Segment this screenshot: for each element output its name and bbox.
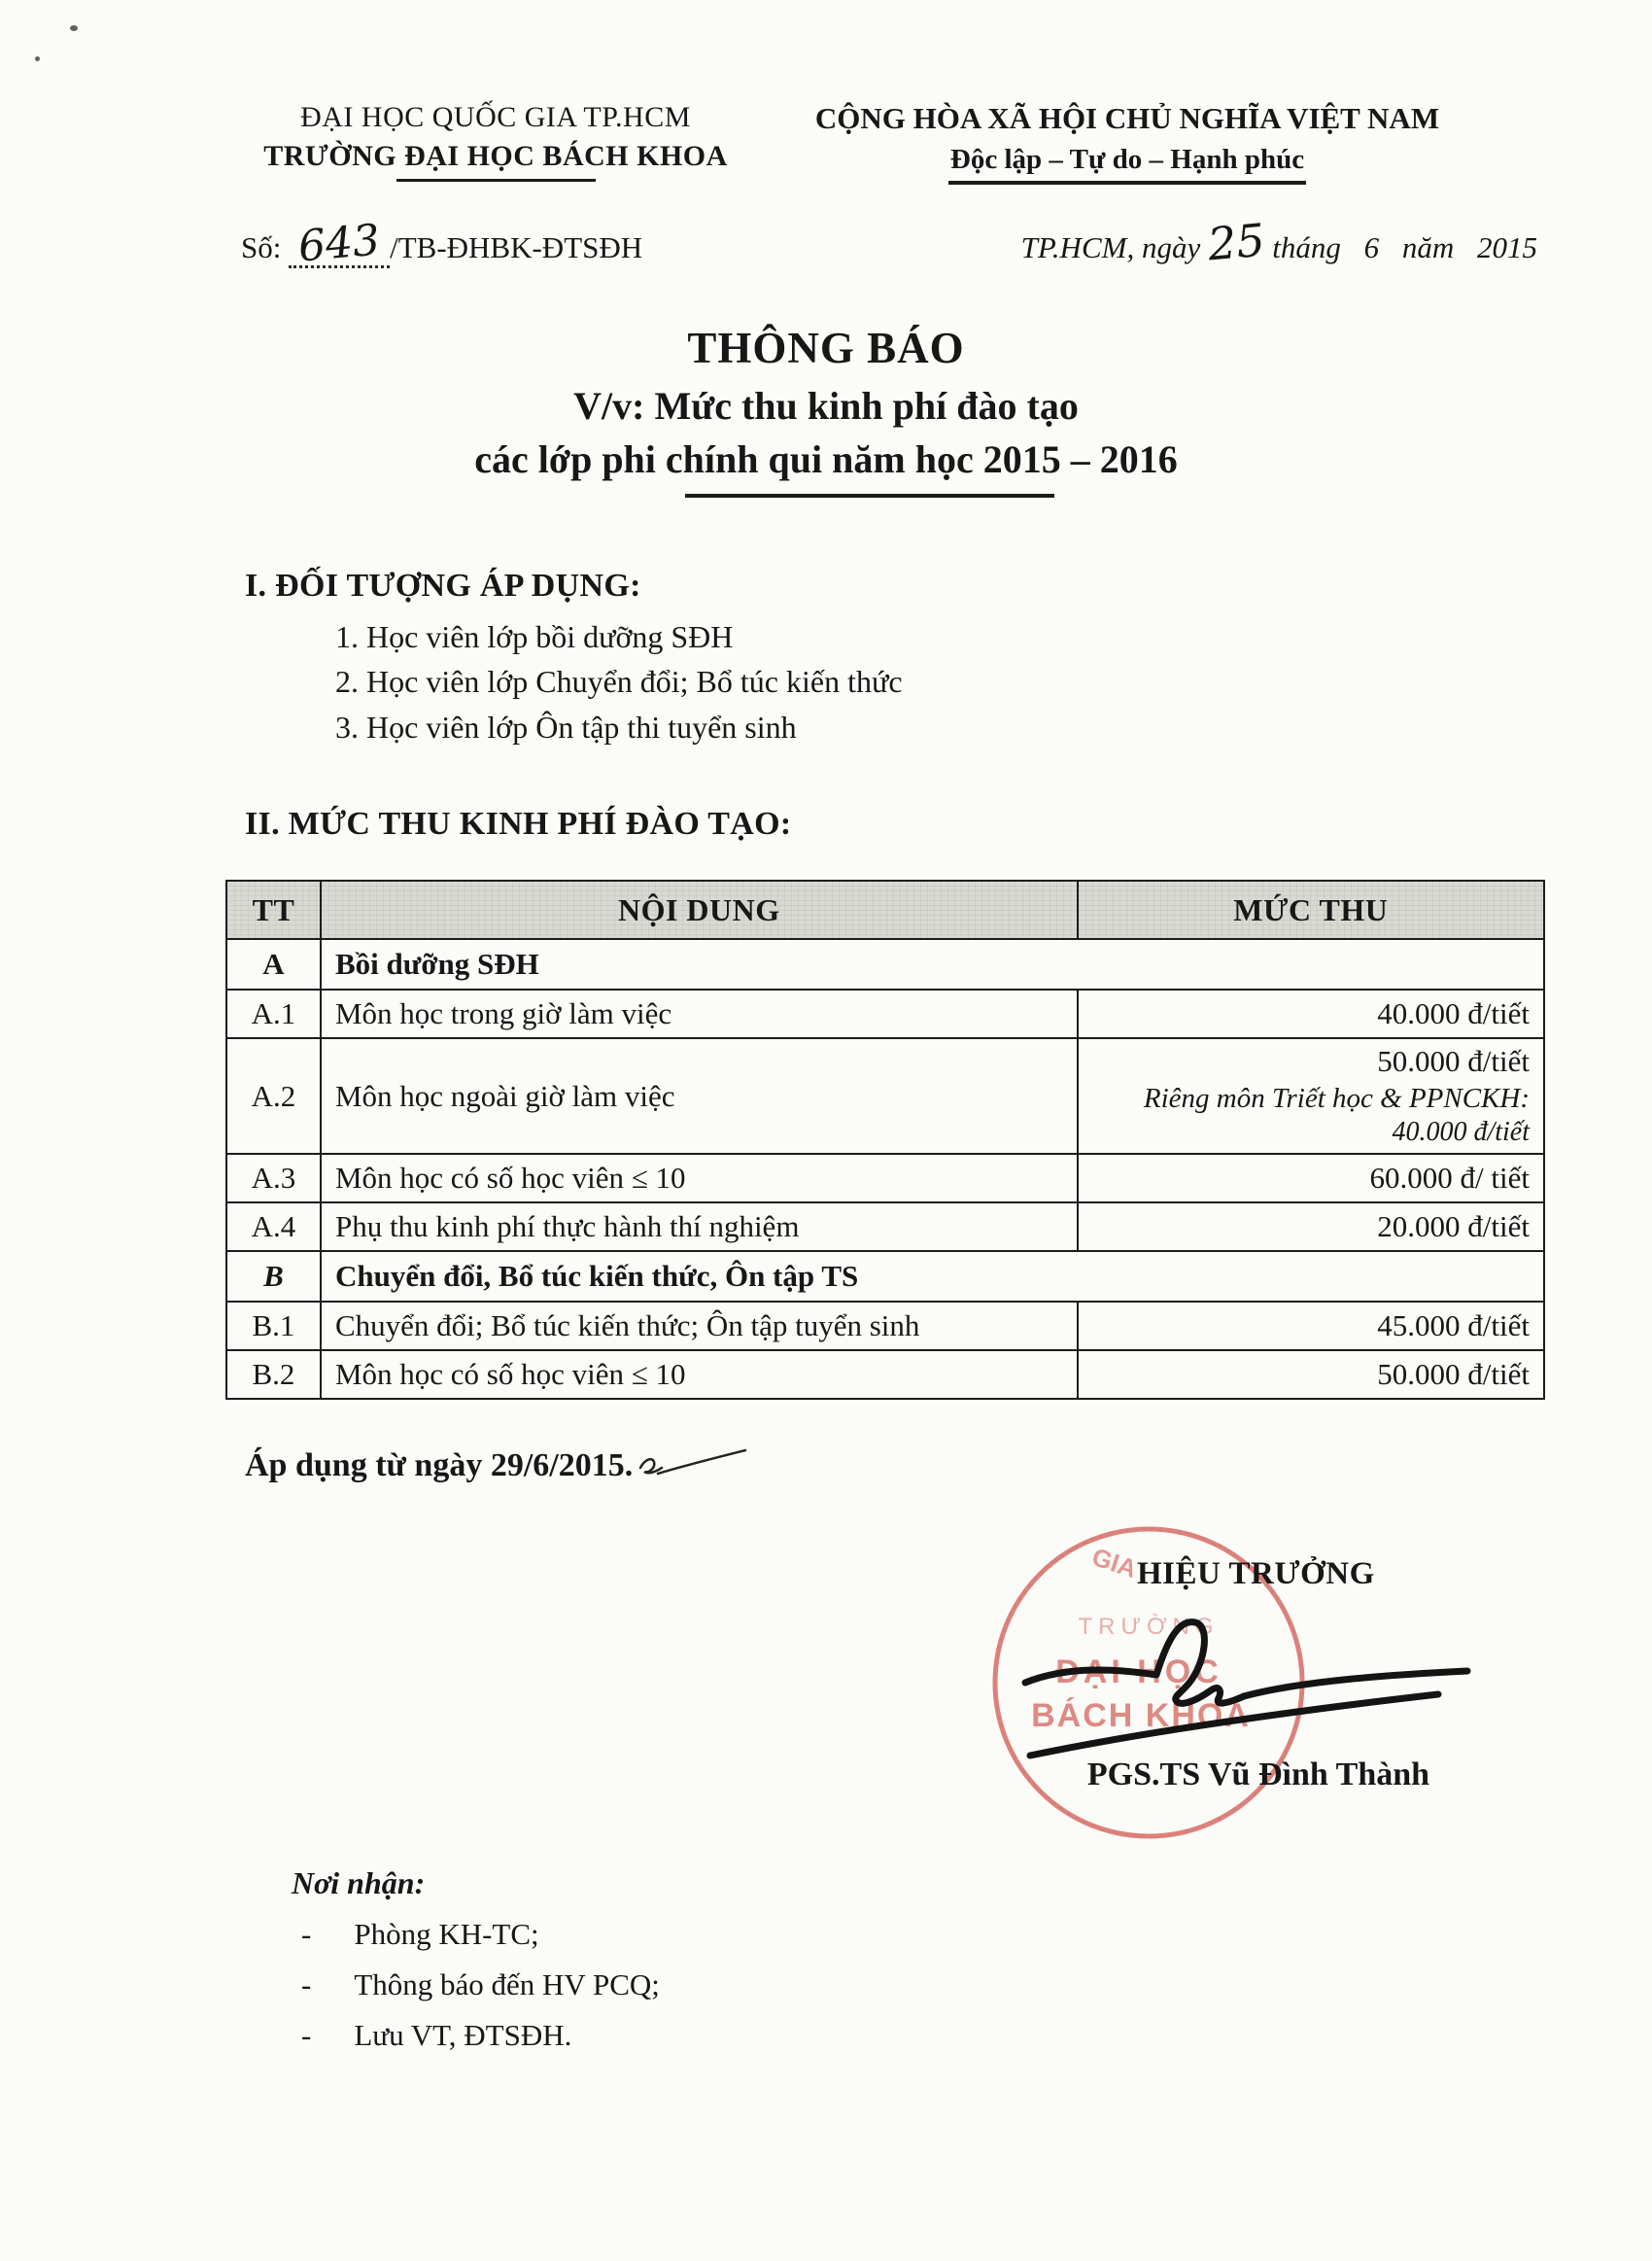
signer-name: PGS.TS Vũ Đình Thành [1086,1757,1430,1793]
column-header-noidung: NỘI DUNG [321,881,1078,939]
recipient-bullet: - [301,1917,312,1952]
column-header-tt: TT [226,881,321,939]
title-underline [685,494,1054,498]
recipient-text: Phòng KH-TC; [354,1917,539,1952]
table-row [226,990,1544,1038]
stamp-text-line2: ĐẠI HỌC [1055,1653,1222,1691]
issuing-org-block [185,101,807,185]
document-title-block [0,323,1652,498]
national-title: CỘNG HÒA XÃ HỘI CHỦ NGHĨA VIỆT NAM [814,101,1440,135]
handwritten-initial-mark [635,1443,751,1481]
stamp-text-line1: TRƯỜNG [1078,1614,1220,1641]
table-cell-tt: A.1 [226,990,321,1038]
reference-row [0,213,1652,272]
parent-org-name: ĐẠI HỌC QUỐC GIA TP.HCM [300,101,691,133]
stamp-arc-text: GIA [1088,1542,1141,1584]
section1-list [335,614,1652,749]
letterhead [0,0,1652,185]
table-row [226,1251,1544,1302]
table-cell-tt: A.3 [226,1154,321,1202]
document-title: THÔNG BÁO [687,324,965,372]
fee-note-value: 40.000 đ/tiết [1392,1117,1530,1148]
table-cell-tt: B.1 [226,1302,321,1350]
national-motto-block [807,101,1448,185]
recipient-item [292,1967,1652,2002]
table-cell-mucthu: 20.000 đ/tiết [1078,1202,1544,1251]
recipient-item [292,2018,1652,2053]
table-cell-tt: B [226,1251,321,1302]
effective-date-line [245,1443,1652,1484]
fee-table [225,880,1545,1400]
section2-heading: II. MỨC THU KINH PHÍ ĐÀO TẠO: [245,806,792,843]
list-item: 3. Học viên lớp Ôn tập thi tuyển sinh [335,709,797,745]
recipient-text: Lưu VT, ĐTSĐH. [354,2018,572,2053]
table-cell-noidung: Môn học có số học viên ≤ 10 [321,1154,1078,1202]
table-row [226,1302,1544,1350]
org-name: TRƯỜNG ĐẠI HỌC BÁCH KHOA [263,140,728,172]
table-cell-tt: A.2 [226,1038,321,1154]
table-cell-noidung: Phụ thu kinh phí thực hành thí nghiệm [321,1202,1078,1251]
recipients-block [292,1865,1652,2053]
table-cell-group-title: Chuyển đổi, Bổ túc kiến thức, Ôn tập TS [321,1251,1544,1302]
table-cell-mucthu: 40.000 đ/tiết [1078,990,1544,1038]
document-number-suffix: /TB-ĐHBK-ĐTSĐH [390,230,643,264]
document-number-handwritten: 643 [296,215,383,272]
table-cell-mucthu: 60.000 đ/ tiết [1078,1154,1544,1202]
recipient-bullet: - [301,2018,312,2053]
table-cell-tt: A.4 [226,1202,321,1251]
document-number-dotted-field [289,215,390,272]
issue-date-rest: tháng 6 năm 2015 [1272,230,1537,264]
recipient-item [292,1917,1652,1952]
signature-area [0,1517,1652,1838]
table-row [226,939,1544,990]
fee-note: Riêng môn Triết học & PPNCKH: [1143,1083,1530,1115]
table-cell-group-title: Bồi dưỡng SĐH [321,939,1544,990]
scan-artifact-dot [35,56,40,61]
table-cell-noidung: Môn học trong giờ làm việc [321,990,1078,1038]
org-underline [396,179,596,182]
issue-date-prefix: TP.HCM, ngày [1020,230,1201,264]
issue-date-day-handwritten: 25 [1205,213,1267,271]
table-header-row [226,881,1544,939]
document-subject-line2: các lớp phi chính qui năm học 2015 – 2016 [474,437,1178,481]
table-cell-mucthu [1078,1038,1544,1154]
table-row [226,1038,1544,1154]
table-cell-noidung: Chuyển đổi; Bổ túc kiến thức; Ôn tập tuyển sinh [321,1302,1078,1350]
fee-value: 50.000 đ/tiết [1377,1044,1530,1079]
stamp-text-line3: BÁCH KHOA [1031,1697,1251,1735]
list-item: 1. Học viên lớp bồi dưỡng SĐH [335,619,734,654]
national-motto: Độc lập – Tự do – Hạnh phúc [948,144,1306,185]
table-cell-tt: B.2 [226,1350,321,1399]
signer-title: HIỆU TRƯỞNG [1137,1556,1375,1592]
table-cell-noidung: Môn học có số học viên ≤ 10 [321,1350,1078,1399]
column-header-mucthu: MỨC THU [1078,881,1544,939]
table-cell-mucthu: 45.000 đ/tiết [1078,1302,1544,1350]
document-subject-line1: V/v: Mức thu kinh phí đào tạo [573,384,1079,428]
recipient-text: Thông báo đến HV PCQ; [354,1967,660,2002]
issue-date [1020,213,1537,271]
list-item: 2. Học viên lớp Chuyển đổi; Bổ túc kiến thức [335,664,903,700]
table-row [226,1154,1544,1202]
scan-artifact-dot [70,25,78,31]
table-cell-noidung: Môn học ngoài giờ làm việc [321,1038,1078,1154]
recipients-heading: Nơi nhận: [292,1865,426,1901]
document-number [241,215,643,272]
table-cell-tt: A [226,939,321,990]
table-row [226,1350,1544,1399]
section1-heading: I. ĐỐI TƯỢNG ÁP DỤNG: [245,568,641,604]
effective-date-text: Áp dụng từ ngày 29/6/2015. [245,1447,634,1484]
document-number-label: Số: [241,230,282,264]
table-row [226,1202,1544,1251]
recipient-bullet: - [301,1967,312,2002]
table-cell-mucthu: 50.000 đ/tiết [1078,1350,1544,1399]
